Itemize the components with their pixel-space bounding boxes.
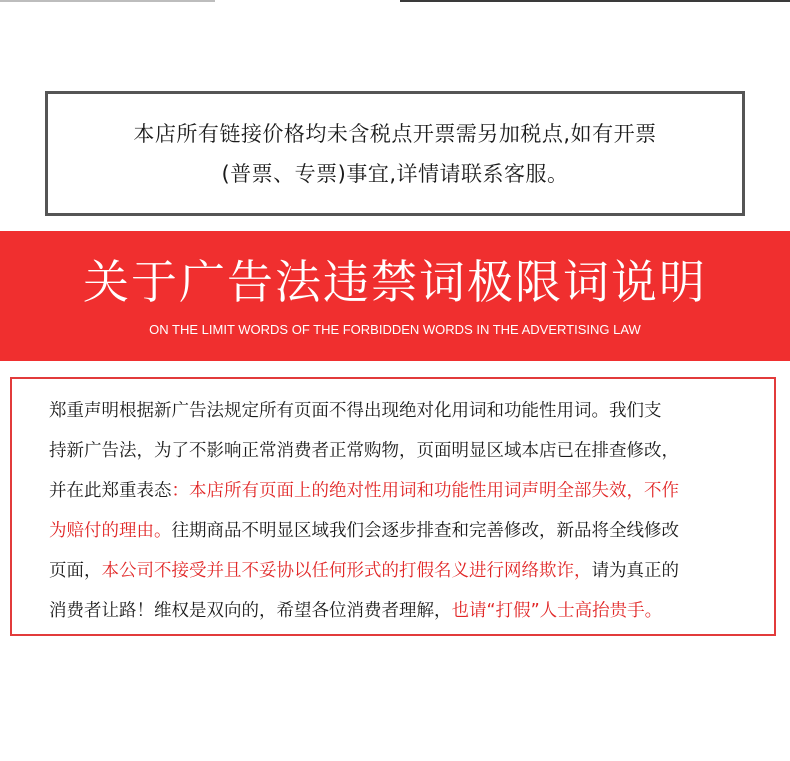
top-divider-right	[400, 0, 790, 2]
statement-box	[10, 377, 776, 636]
statement-highlight: 也请“打假”人士高抬贵手。	[451, 601, 663, 621]
invoice-notice-box	[45, 91, 745, 216]
statement-line-6	[49, 591, 750, 631]
invoice-notice-line-1: 本店所有链接价格均未含税点开票需另加税点,如有开票	[133, 121, 657, 146]
statement-highlight: 本公司不接受并且不妥协以任何形式的打假名义进行网络欺诈，	[101, 561, 592, 581]
banner-subtitle: ON THE LIMIT WORDS OF THE FORBIDDEN WORDS IN THE ADVERTISING LAW	[149, 322, 641, 337]
advertising-law-banner	[0, 231, 790, 361]
statement-text: 往期商品不明显区域我们会逐步排查和完善修改，新品将全线修改	[171, 521, 679, 541]
statement-line-2	[49, 431, 750, 471]
statement-line-4	[49, 511, 750, 551]
statement-highlight: 为赔付的理由。	[49, 521, 172, 541]
statement-highlight: ：本店所有页面上的绝对性用词和功能性用词声明全部失效，不作	[171, 481, 679, 501]
statement-text: 请为真正的	[591, 561, 679, 581]
statement-text: 消费者让路！维权是双向的，希望各位消费者理解，	[49, 601, 452, 621]
statement-text: 页面，	[49, 561, 102, 581]
banner-title: 关于广告法违禁词极限词说明	[83, 255, 707, 309]
statement-line-1	[49, 391, 750, 431]
statement-text: 郑重声明根据新广告法规定所有页面不得出现绝对化用词和功能性用词。我们支	[49, 401, 662, 421]
top-divider-left	[0, 0, 215, 2]
statement-line-5	[49, 551, 750, 591]
statement-text: 并在此郑重表态	[49, 481, 172, 501]
statement-text: 持新广告法，为了不影响正常消费者正常购物，页面明显区域本店已在排查修改，	[49, 441, 679, 461]
invoice-notice-line-2: (普票、专票)事宜,详情请联系客服。	[221, 161, 569, 186]
statement-line-3	[49, 471, 750, 511]
